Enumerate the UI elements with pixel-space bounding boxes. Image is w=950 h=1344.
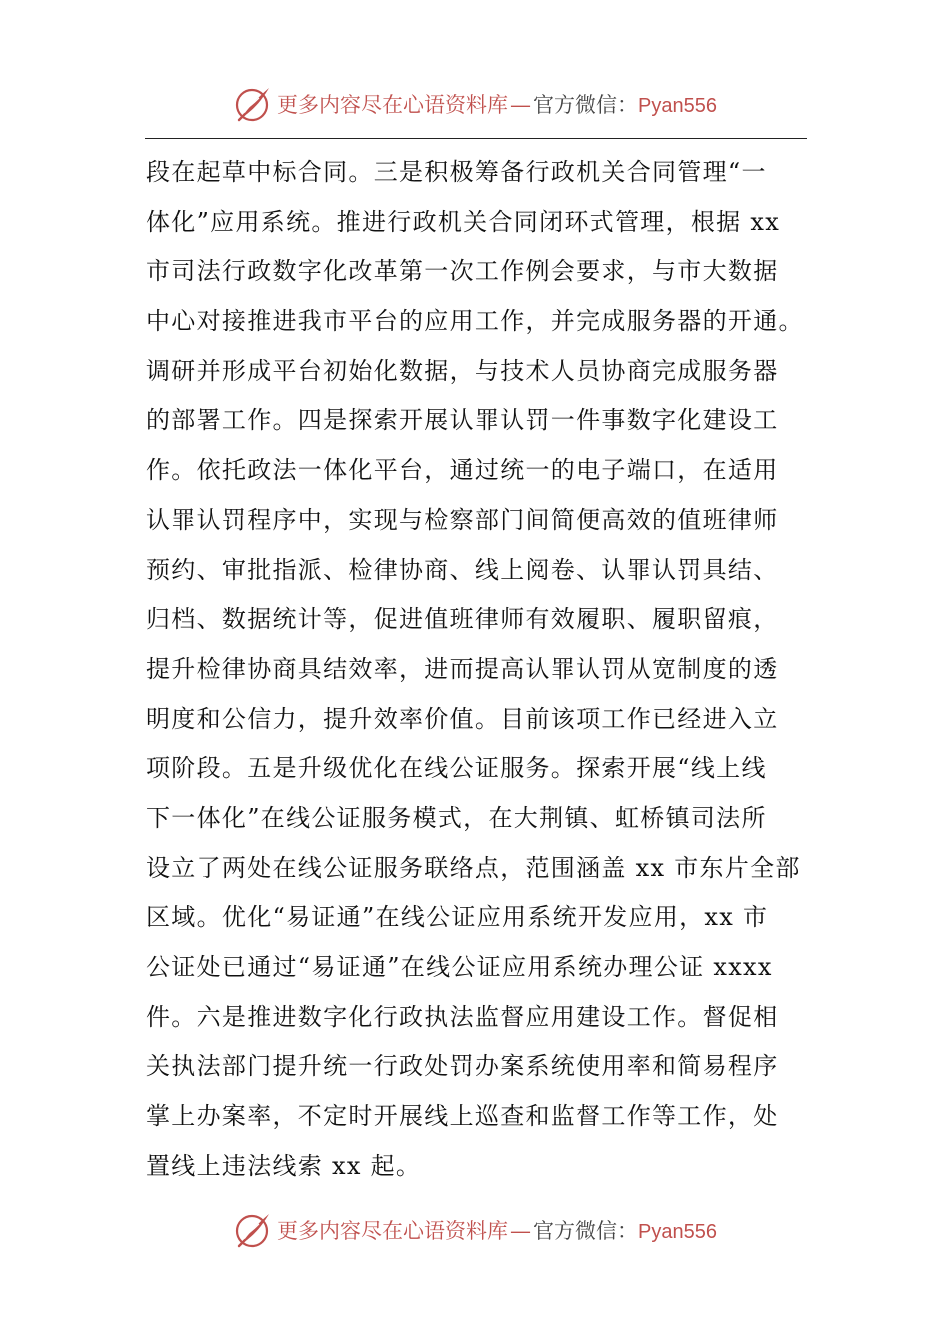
body-line: 区域。优化“易证通”在线公证应用系统开发应用，xx 市	[146, 903, 769, 932]
banner-wechat-label: 官方微信：	[533, 93, 639, 117]
quill-pen-seal-icon	[233, 84, 273, 124]
banner-dash: —	[510, 1219, 532, 1243]
body-line: 市司法行政数字化改革第一次工作例会要求，与市大数据	[146, 257, 779, 286]
banner-slogan: 更多内容尽在心语资料库	[277, 93, 509, 117]
body-line: 中心对接推进我市平台的应用工作，并完成服务器的开通。	[146, 307, 804, 336]
body-line: 掌上办案率，不定时开展线上巡查和监督工作等工作，处	[146, 1102, 779, 1131]
body-line: 件。六是推进数字化行政执法监督应用建设工作。督促相	[146, 1002, 779, 1031]
body-line: 项阶段。五是升级优化在线公证服务。探索开展“线上线	[146, 754, 767, 783]
header-divider	[145, 138, 807, 139]
body-line: 提升检律协商具结效率，进而提高认罪认罚从宽制度的透	[146, 654, 779, 683]
banner-slogan: 更多内容尽在心语资料库	[277, 1219, 509, 1243]
body-line: 明度和公信力，提升效率价值。目前该项工作已经进入立	[146, 704, 779, 733]
body-line: 预约、审批指派、检律协商、线上阅卷、认罪认罚具结、	[146, 555, 779, 584]
banner-wechat-account: Pyan556	[638, 1221, 717, 1243]
banner-wechat-label: 官方微信：	[533, 1219, 639, 1243]
body-line: 作。依托政法一体化平台，通过统一的电子端口，在适用	[146, 456, 779, 485]
document-body	[146, 148, 806, 1191]
body-line: 段在起草中标合同。三是积极筹备行政机关合同管理“一	[146, 158, 767, 186]
body-line: 公证处已通过“易证通”在线公证应用系统办理公证 xxxx	[146, 953, 773, 981]
banner-wechat-account: Pyan556	[638, 95, 717, 117]
banner-dash: —	[510, 93, 532, 117]
body-line: 调研并形成平台初始化数据，与技术人员协商完成服务器	[146, 356, 779, 385]
body-line: 认罪认罚程序中，实现与检察部门间简便高效的值班律师	[146, 505, 779, 534]
footer-banner	[0, 1208, 950, 1252]
quill-pen-seal-icon	[233, 1210, 273, 1250]
body-line: 关执法部门提升统一行政处罚办案系统使用率和简易程序	[146, 1052, 779, 1081]
body-line: 置线上违法线索 xx 起。	[146, 1151, 422, 1180]
body-line: 归档、数据统计等，促进值班律师有效履职、履职留痕，	[146, 605, 779, 634]
body-line: 的部署工作。四是探索开展认罪认罚一件事数字化建设工	[146, 406, 779, 435]
header-banner	[0, 82, 950, 126]
body-line: 体化”应用系统。推进行政机关合同闭环式管理，根据 xx	[146, 207, 781, 236]
body-line: 设立了两处在线公证服务联络点，范围涵盖 xx 市东片全部	[146, 853, 801, 882]
body-line: 下一体化”在线公证服务模式，在大荆镇、虹桥镇司法所	[146, 803, 767, 832]
